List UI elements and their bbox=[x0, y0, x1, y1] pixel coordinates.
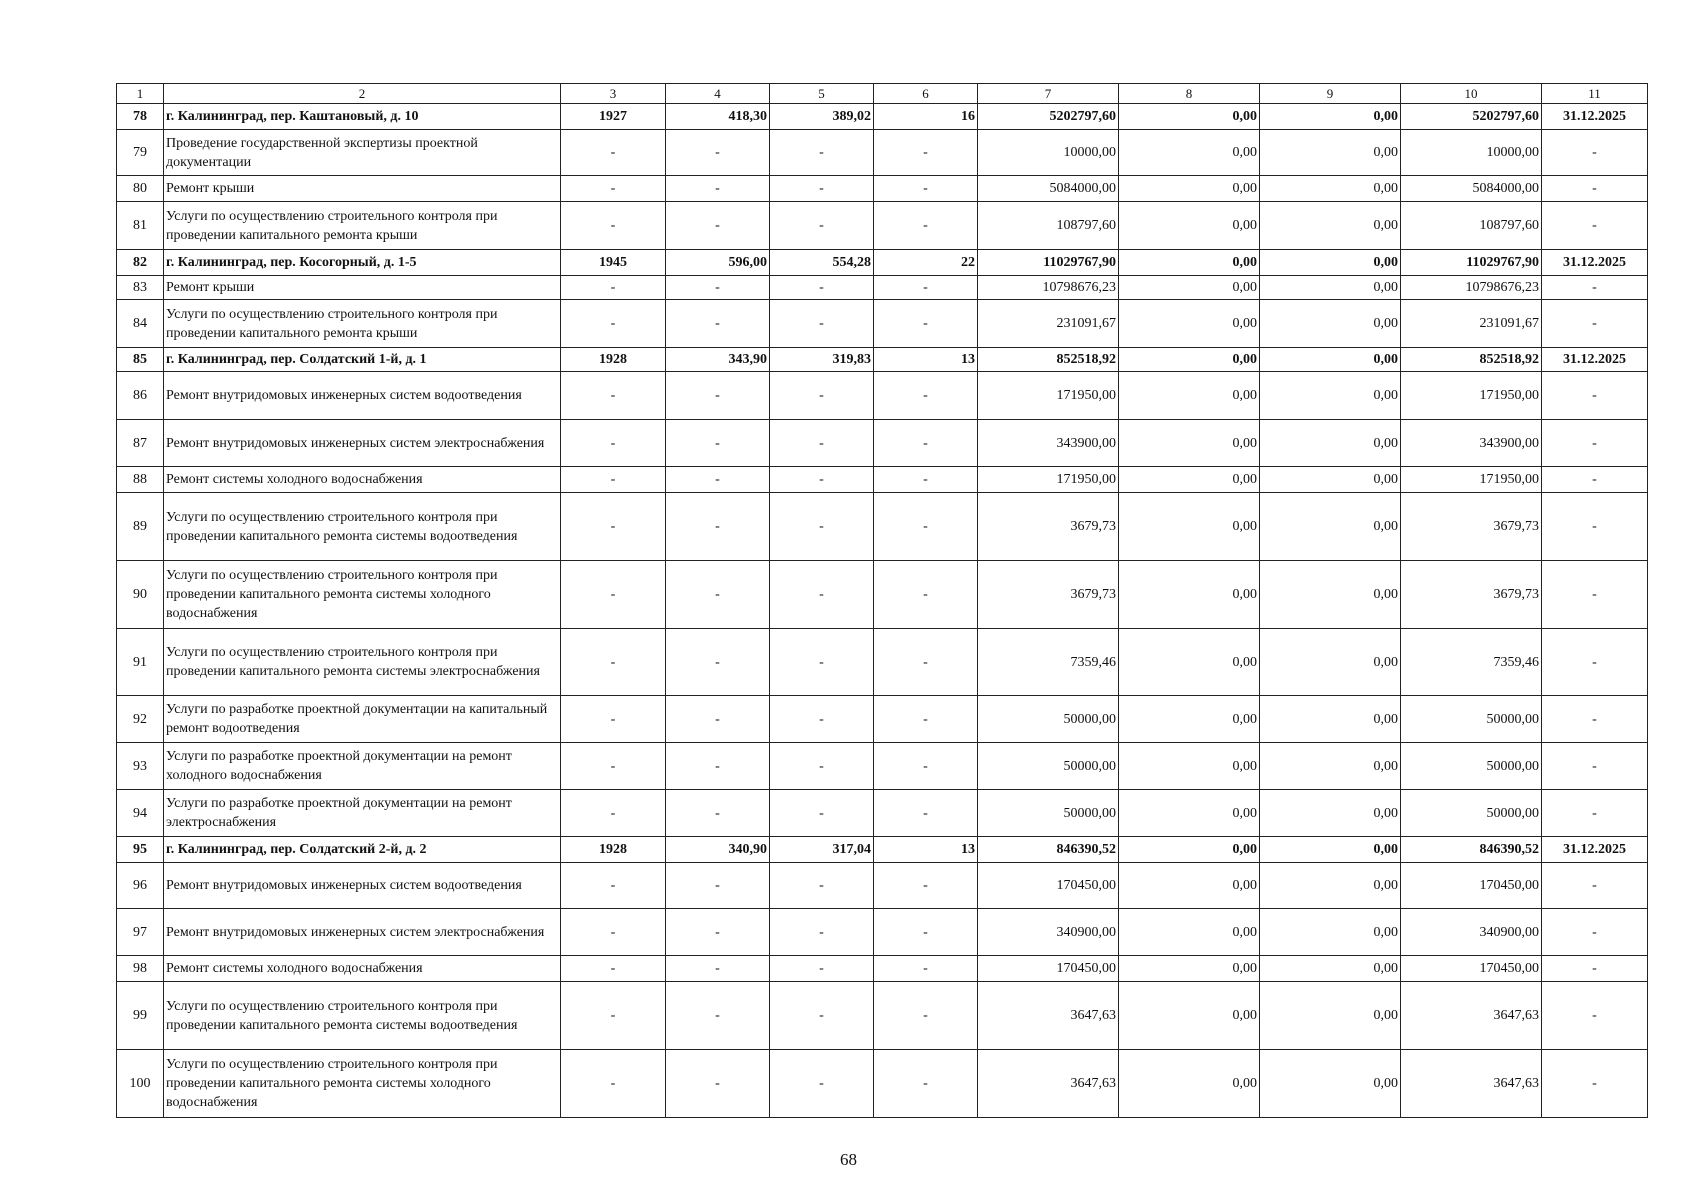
work-name-cell: Услуги по осуществлению строительного контроля при проведении капитального ремонта системы холодного водоснабжения bbox=[164, 1050, 561, 1118]
year-cell: 1927 bbox=[561, 104, 666, 130]
address-row bbox=[117, 837, 1648, 863]
residents-cell: - bbox=[874, 863, 978, 909]
cost-col10-cell: 852518,92 bbox=[1401, 348, 1542, 372]
cost-col10-cell: 170450,00 bbox=[1401, 863, 1542, 909]
area-residential-cell: 389,02 bbox=[770, 104, 874, 130]
area-total-cell: 596,00 bbox=[666, 250, 770, 276]
area-residential-cell: - bbox=[770, 300, 874, 348]
area-residential-cell: - bbox=[770, 202, 874, 250]
row-number-cell: 88 bbox=[117, 467, 164, 493]
cost-col9-cell: 0,00 bbox=[1260, 1050, 1401, 1118]
area-residential-cell: - bbox=[770, 420, 874, 467]
cost-col9-cell: 0,00 bbox=[1260, 104, 1401, 130]
work-item-row bbox=[117, 176, 1648, 202]
row-number-cell: 84 bbox=[117, 300, 164, 348]
year-cell: - bbox=[561, 561, 666, 629]
deadline-cell: - bbox=[1542, 420, 1648, 467]
cost-total-cell: 171950,00 bbox=[978, 467, 1119, 493]
year-cell: - bbox=[561, 629, 666, 696]
cost-col9-cell: 0,00 bbox=[1260, 696, 1401, 743]
year-cell: - bbox=[561, 202, 666, 250]
cost-col10-cell: 10798676,23 bbox=[1401, 276, 1542, 300]
deadline-cell: - bbox=[1542, 982, 1648, 1050]
row-number-cell: 97 bbox=[117, 909, 164, 956]
row-number-cell: 93 bbox=[117, 743, 164, 790]
work-item-row bbox=[117, 420, 1648, 467]
deadline-cell: 31.12.2025 bbox=[1542, 250, 1648, 276]
header-cell: 4 bbox=[666, 84, 770, 104]
cost-col8-cell: 0,00 bbox=[1119, 202, 1260, 250]
cost-col8-cell: 0,00 bbox=[1119, 956, 1260, 982]
cost-col9-cell: 0,00 bbox=[1260, 743, 1401, 790]
work-item-row bbox=[117, 300, 1648, 348]
residents-cell: - bbox=[874, 696, 978, 743]
cost-col10-cell: 11029767,90 bbox=[1401, 250, 1542, 276]
table-body bbox=[117, 84, 1648, 1118]
year-cell: - bbox=[561, 420, 666, 467]
area-residential-cell: - bbox=[770, 276, 874, 300]
area-residential-cell: - bbox=[770, 982, 874, 1050]
cost-col9-cell: 0,00 bbox=[1260, 420, 1401, 467]
area-total-cell: - bbox=[666, 863, 770, 909]
year-cell: - bbox=[561, 909, 666, 956]
area-residential-cell: 317,04 bbox=[770, 837, 874, 863]
area-residential-cell: - bbox=[770, 467, 874, 493]
cost-total-cell: 3647,63 bbox=[978, 982, 1119, 1050]
cost-total-cell: 170450,00 bbox=[978, 956, 1119, 982]
row-number-cell: 89 bbox=[117, 493, 164, 561]
column-number-header-row bbox=[117, 84, 1648, 104]
area-residential-cell: 319,83 bbox=[770, 348, 874, 372]
work-name-cell: Ремонт внутридомовых инженерных систем водоотведения bbox=[164, 863, 561, 909]
work-item-row bbox=[117, 202, 1648, 250]
cost-col10-cell: 846390,52 bbox=[1401, 837, 1542, 863]
cost-total-cell: 343900,00 bbox=[978, 420, 1119, 467]
year-cell: - bbox=[561, 372, 666, 420]
row-number-cell: 96 bbox=[117, 863, 164, 909]
residents-cell: - bbox=[874, 276, 978, 300]
row-number-cell: 91 bbox=[117, 629, 164, 696]
work-name-cell: Услуги по осуществлению строительного контроля при проведении капитального ремонта системы холодного водоснабжения bbox=[164, 561, 561, 629]
year-cell: 1928 bbox=[561, 837, 666, 863]
residents-cell: - bbox=[874, 202, 978, 250]
work-item-row bbox=[117, 696, 1648, 743]
work-name-cell: Ремонт системы холодного водоснабжения bbox=[164, 956, 561, 982]
area-residential-cell: - bbox=[770, 629, 874, 696]
area-residential-cell: - bbox=[770, 696, 874, 743]
year-cell: - bbox=[561, 956, 666, 982]
year-cell: - bbox=[561, 300, 666, 348]
cost-total-cell: 10000,00 bbox=[978, 130, 1119, 176]
area-total-cell: - bbox=[666, 743, 770, 790]
address-row bbox=[117, 104, 1648, 130]
row-number-cell: 85 bbox=[117, 348, 164, 372]
cost-col9-cell: 0,00 bbox=[1260, 561, 1401, 629]
residents-cell: - bbox=[874, 909, 978, 956]
area-total-cell: - bbox=[666, 561, 770, 629]
area-total-cell: - bbox=[666, 696, 770, 743]
residents-cell: - bbox=[874, 300, 978, 348]
cost-col8-cell: 0,00 bbox=[1119, 743, 1260, 790]
residents-cell: - bbox=[874, 629, 978, 696]
area-residential-cell: - bbox=[770, 1050, 874, 1118]
residents-cell: - bbox=[874, 372, 978, 420]
cost-col10-cell: 340900,00 bbox=[1401, 909, 1542, 956]
area-residential-cell: - bbox=[770, 909, 874, 956]
cost-col10-cell: 10000,00 bbox=[1401, 130, 1542, 176]
row-number-cell: 80 bbox=[117, 176, 164, 202]
work-name-cell: г. Калининград, пер. Солдатский 1-й, д. 1 bbox=[164, 348, 561, 372]
work-item-row bbox=[117, 493, 1648, 561]
cost-col8-cell: 0,00 bbox=[1119, 493, 1260, 561]
cost-col9-cell: 0,00 bbox=[1260, 956, 1401, 982]
cost-col10-cell: 170450,00 bbox=[1401, 956, 1542, 982]
residents-cell: - bbox=[874, 790, 978, 837]
cost-col10-cell: 3647,63 bbox=[1401, 1050, 1542, 1118]
area-residential-cell: - bbox=[770, 863, 874, 909]
residents-cell: - bbox=[874, 176, 978, 202]
page-number: 68 bbox=[840, 1150, 857, 1169]
deadline-cell: - bbox=[1542, 372, 1648, 420]
year-cell: - bbox=[561, 1050, 666, 1118]
cost-col10-cell: 50000,00 bbox=[1401, 696, 1542, 743]
cost-col10-cell: 5202797,60 bbox=[1401, 104, 1542, 130]
cost-col9-cell: 0,00 bbox=[1260, 250, 1401, 276]
residents-cell: 22 bbox=[874, 250, 978, 276]
deadline-cell: 31.12.2025 bbox=[1542, 104, 1648, 130]
area-residential-cell: - bbox=[770, 372, 874, 420]
deadline-cell: - bbox=[1542, 130, 1648, 176]
deadline-cell: - bbox=[1542, 202, 1648, 250]
header-cell: 1 bbox=[117, 84, 164, 104]
cost-col8-cell: 0,00 bbox=[1119, 348, 1260, 372]
area-total-cell: - bbox=[666, 202, 770, 250]
deadline-cell: - bbox=[1542, 629, 1648, 696]
deadline-cell: - bbox=[1542, 956, 1648, 982]
residents-cell: - bbox=[874, 130, 978, 176]
cost-total-cell: 3647,63 bbox=[978, 1050, 1119, 1118]
work-name-cell: Услуги по осуществлению строительного контроля при проведении капитального ремонта системы электроснабжения bbox=[164, 629, 561, 696]
area-total-cell: - bbox=[666, 909, 770, 956]
area-total-cell: - bbox=[666, 790, 770, 837]
year-cell: - bbox=[561, 863, 666, 909]
cost-col8-cell: 0,00 bbox=[1119, 909, 1260, 956]
area-residential-cell: - bbox=[770, 130, 874, 176]
cost-col8-cell: 0,00 bbox=[1119, 467, 1260, 493]
cost-col9-cell: 0,00 bbox=[1260, 837, 1401, 863]
row-number-cell: 87 bbox=[117, 420, 164, 467]
deadline-cell: - bbox=[1542, 300, 1648, 348]
residents-cell: - bbox=[874, 467, 978, 493]
cost-total-cell: 50000,00 bbox=[978, 743, 1119, 790]
cost-col10-cell: 171950,00 bbox=[1401, 372, 1542, 420]
row-number-cell: 81 bbox=[117, 202, 164, 250]
residents-cell: 13 bbox=[874, 348, 978, 372]
cost-total-cell: 11029767,90 bbox=[978, 250, 1119, 276]
cost-col10-cell: 3679,73 bbox=[1401, 561, 1542, 629]
header-cell: 11 bbox=[1542, 84, 1648, 104]
work-item-row bbox=[117, 276, 1648, 300]
residents-cell: - bbox=[874, 743, 978, 790]
header-cell: 8 bbox=[1119, 84, 1260, 104]
work-item-row bbox=[117, 982, 1648, 1050]
header-cell: 10 bbox=[1401, 84, 1542, 104]
cost-col8-cell: 0,00 bbox=[1119, 561, 1260, 629]
deadline-cell: - bbox=[1542, 276, 1648, 300]
cost-total-cell: 3679,73 bbox=[978, 561, 1119, 629]
row-number-cell: 86 bbox=[117, 372, 164, 420]
work-name-cell: Ремонт крыши bbox=[164, 176, 561, 202]
header-cell: 7 bbox=[978, 84, 1119, 104]
area-residential-cell: - bbox=[770, 743, 874, 790]
area-residential-cell: 554,28 bbox=[770, 250, 874, 276]
area-total-cell: 418,30 bbox=[666, 104, 770, 130]
area-total-cell: - bbox=[666, 629, 770, 696]
work-name-cell: г. Калининград, пер. Солдатский 2-й, д. 2 bbox=[164, 837, 561, 863]
deadline-cell: - bbox=[1542, 909, 1648, 956]
deadline-cell: - bbox=[1542, 176, 1648, 202]
area-total-cell: - bbox=[666, 300, 770, 348]
deadline-cell: - bbox=[1542, 790, 1648, 837]
work-name-cell: Ремонт внутридомовых инженерных систем водоотведения bbox=[164, 372, 561, 420]
work-name-cell: г. Калининград, пер. Каштановый, д. 10 bbox=[164, 104, 561, 130]
cost-col8-cell: 0,00 bbox=[1119, 1050, 1260, 1118]
cost-total-cell: 10798676,23 bbox=[978, 276, 1119, 300]
cost-col9-cell: 0,00 bbox=[1260, 348, 1401, 372]
year-cell: - bbox=[561, 493, 666, 561]
year-cell: 1945 bbox=[561, 250, 666, 276]
residents-cell: - bbox=[874, 420, 978, 467]
cost-col9-cell: 0,00 bbox=[1260, 202, 1401, 250]
cost-col10-cell: 3679,73 bbox=[1401, 493, 1542, 561]
work-name-cell: г. Калининград, пер. Косогорный, д. 1-5 bbox=[164, 250, 561, 276]
address-row bbox=[117, 250, 1648, 276]
residents-cell: 13 bbox=[874, 837, 978, 863]
cost-col9-cell: 0,00 bbox=[1260, 467, 1401, 493]
cost-col9-cell: 0,00 bbox=[1260, 863, 1401, 909]
cost-col8-cell: 0,00 bbox=[1119, 863, 1260, 909]
area-total-cell: - bbox=[666, 956, 770, 982]
header-cell: 6 bbox=[874, 84, 978, 104]
work-item-row bbox=[117, 863, 1648, 909]
year-cell: 1928 bbox=[561, 348, 666, 372]
work-item-row bbox=[117, 1050, 1648, 1118]
area-residential-cell: - bbox=[770, 176, 874, 202]
year-cell: - bbox=[561, 467, 666, 493]
area-total-cell: - bbox=[666, 130, 770, 176]
cost-total-cell: 50000,00 bbox=[978, 696, 1119, 743]
cost-col9-cell: 0,00 bbox=[1260, 176, 1401, 202]
row-number-cell: 99 bbox=[117, 982, 164, 1050]
year-cell: - bbox=[561, 696, 666, 743]
cost-col8-cell: 0,00 bbox=[1119, 176, 1260, 202]
cost-col10-cell: 231091,67 bbox=[1401, 300, 1542, 348]
work-name-cell: Услуги по осуществлению строительного контроля при проведении капитального ремонта системы водоотведения bbox=[164, 982, 561, 1050]
cost-total-cell: 231091,67 bbox=[978, 300, 1119, 348]
cost-col10-cell: 171950,00 bbox=[1401, 467, 1542, 493]
cost-col8-cell: 0,00 bbox=[1119, 130, 1260, 176]
row-number-cell: 78 bbox=[117, 104, 164, 130]
year-cell: - bbox=[561, 982, 666, 1050]
cost-col8-cell: 0,00 bbox=[1119, 696, 1260, 743]
area-total-cell: - bbox=[666, 420, 770, 467]
cost-col8-cell: 0,00 bbox=[1119, 982, 1260, 1050]
cost-total-cell: 5084000,00 bbox=[978, 176, 1119, 202]
cost-col9-cell: 0,00 bbox=[1260, 790, 1401, 837]
area-total-cell: 343,90 bbox=[666, 348, 770, 372]
work-item-row bbox=[117, 909, 1648, 956]
cost-col10-cell: 50000,00 bbox=[1401, 743, 1542, 790]
cost-col9-cell: 0,00 bbox=[1260, 276, 1401, 300]
work-name-cell: Услуги по разработке проектной документации на ремонт холодного водоснабжения bbox=[164, 743, 561, 790]
cost-col10-cell: 3647,63 bbox=[1401, 982, 1542, 1050]
area-residential-cell: - bbox=[770, 790, 874, 837]
cost-col10-cell: 50000,00 bbox=[1401, 790, 1542, 837]
header-cell: 3 bbox=[561, 84, 666, 104]
cost-total-cell: 108797,60 bbox=[978, 202, 1119, 250]
cost-total-cell: 5202797,60 bbox=[978, 104, 1119, 130]
area-total-cell: - bbox=[666, 372, 770, 420]
residents-cell: - bbox=[874, 493, 978, 561]
cost-col8-cell: 0,00 bbox=[1119, 372, 1260, 420]
area-total-cell: - bbox=[666, 467, 770, 493]
work-name-cell: Ремонт внутридомовых инженерных систем электроснабжения bbox=[164, 909, 561, 956]
work-name-cell: Услуги по разработке проектной документации на ремонт электроснабжения bbox=[164, 790, 561, 837]
deadline-cell: - bbox=[1542, 863, 1648, 909]
row-number-cell: 95 bbox=[117, 837, 164, 863]
deadline-cell: - bbox=[1542, 743, 1648, 790]
area-total-cell: - bbox=[666, 1050, 770, 1118]
cost-col8-cell: 0,00 bbox=[1119, 104, 1260, 130]
deadline-cell: - bbox=[1542, 561, 1648, 629]
cost-col8-cell: 0,00 bbox=[1119, 276, 1260, 300]
cost-col8-cell: 0,00 bbox=[1119, 420, 1260, 467]
cost-col9-cell: 0,00 bbox=[1260, 372, 1401, 420]
deadline-cell: - bbox=[1542, 467, 1648, 493]
area-total-cell: 340,90 bbox=[666, 837, 770, 863]
residents-cell: - bbox=[874, 561, 978, 629]
residents-cell: - bbox=[874, 956, 978, 982]
work-name-cell: Проведение государственной экспертизы проектной документации bbox=[164, 130, 561, 176]
area-total-cell: - bbox=[666, 493, 770, 561]
work-item-row bbox=[117, 629, 1648, 696]
year-cell: - bbox=[561, 276, 666, 300]
work-name-cell: Ремонт системы холодного водоснабжения bbox=[164, 467, 561, 493]
work-item-row bbox=[117, 130, 1648, 176]
work-name-cell: Услуги по разработке проектной документации на капитальный ремонт водоотведения bbox=[164, 696, 561, 743]
cost-total-cell: 170450,00 bbox=[978, 863, 1119, 909]
deadline-cell: - bbox=[1542, 696, 1648, 743]
row-number-cell: 90 bbox=[117, 561, 164, 629]
header-cell: 9 bbox=[1260, 84, 1401, 104]
work-name-cell: Услуги по осуществлению строительного контроля при проведении капитального ремонта крыши bbox=[164, 202, 561, 250]
cost-col8-cell: 0,00 bbox=[1119, 629, 1260, 696]
year-cell: - bbox=[561, 790, 666, 837]
work-item-row bbox=[117, 467, 1648, 493]
year-cell: - bbox=[561, 176, 666, 202]
cost-total-cell: 3679,73 bbox=[978, 493, 1119, 561]
row-number-cell: 94 bbox=[117, 790, 164, 837]
work-item-row bbox=[117, 743, 1648, 790]
work-name-cell: Ремонт внутридомовых инженерных систем электроснабжения bbox=[164, 420, 561, 467]
work-name-cell: Услуги по осуществлению строительного контроля при проведении капитального ремонта системы водоотведения bbox=[164, 493, 561, 561]
cost-total-cell: 852518,92 bbox=[978, 348, 1119, 372]
header-cell: 5 bbox=[770, 84, 874, 104]
work-item-row bbox=[117, 956, 1648, 982]
row-number-cell: 98 bbox=[117, 956, 164, 982]
cost-col9-cell: 0,00 bbox=[1260, 629, 1401, 696]
cost-col10-cell: 343900,00 bbox=[1401, 420, 1542, 467]
row-number-cell: 92 bbox=[117, 696, 164, 743]
area-residential-cell: - bbox=[770, 493, 874, 561]
deadline-cell: 31.12.2025 bbox=[1542, 348, 1648, 372]
year-cell: - bbox=[561, 743, 666, 790]
cost-total-cell: 50000,00 bbox=[978, 790, 1119, 837]
cost-col10-cell: 7359,46 bbox=[1401, 629, 1542, 696]
row-number-cell: 83 bbox=[117, 276, 164, 300]
residents-cell: - bbox=[874, 1050, 978, 1118]
cost-total-cell: 7359,46 bbox=[978, 629, 1119, 696]
row-number-cell: 79 bbox=[117, 130, 164, 176]
cost-col9-cell: 0,00 bbox=[1260, 493, 1401, 561]
work-item-row bbox=[117, 561, 1648, 629]
year-cell: - bbox=[561, 130, 666, 176]
header-cell: 2 bbox=[164, 84, 561, 104]
work-item-row bbox=[117, 372, 1648, 420]
cost-col9-cell: 0,00 bbox=[1260, 909, 1401, 956]
data-table bbox=[116, 83, 1648, 1118]
cost-total-cell: 171950,00 bbox=[978, 372, 1119, 420]
cost-col8-cell: 0,00 bbox=[1119, 300, 1260, 348]
work-item-row bbox=[117, 790, 1648, 837]
cost-col9-cell: 0,00 bbox=[1260, 130, 1401, 176]
deadline-cell: - bbox=[1542, 493, 1648, 561]
cost-total-cell: 340900,00 bbox=[978, 909, 1119, 956]
cost-col9-cell: 0,00 bbox=[1260, 300, 1401, 348]
deadline-cell: 31.12.2025 bbox=[1542, 837, 1648, 863]
work-name-cell: Услуги по осуществлению строительного контроля при проведении капитального ремонта крыши bbox=[164, 300, 561, 348]
address-row bbox=[117, 348, 1648, 372]
cost-col10-cell: 5084000,00 bbox=[1401, 176, 1542, 202]
cost-col10-cell: 108797,60 bbox=[1401, 202, 1542, 250]
area-total-cell: - bbox=[666, 176, 770, 202]
cost-col8-cell: 0,00 bbox=[1119, 250, 1260, 276]
cost-col8-cell: 0,00 bbox=[1119, 837, 1260, 863]
work-name-cell: Ремонт крыши bbox=[164, 276, 561, 300]
residents-cell: 16 bbox=[874, 104, 978, 130]
cost-total-cell: 846390,52 bbox=[978, 837, 1119, 863]
cost-col9-cell: 0,00 bbox=[1260, 982, 1401, 1050]
area-residential-cell: - bbox=[770, 956, 874, 982]
deadline-cell: - bbox=[1542, 1050, 1648, 1118]
area-residential-cell: - bbox=[770, 561, 874, 629]
area-total-cell: - bbox=[666, 982, 770, 1050]
area-total-cell: - bbox=[666, 276, 770, 300]
cost-col8-cell: 0,00 bbox=[1119, 790, 1260, 837]
residents-cell: - bbox=[874, 982, 978, 1050]
row-number-cell: 82 bbox=[117, 250, 164, 276]
row-number-cell: 100 bbox=[117, 1050, 164, 1118]
